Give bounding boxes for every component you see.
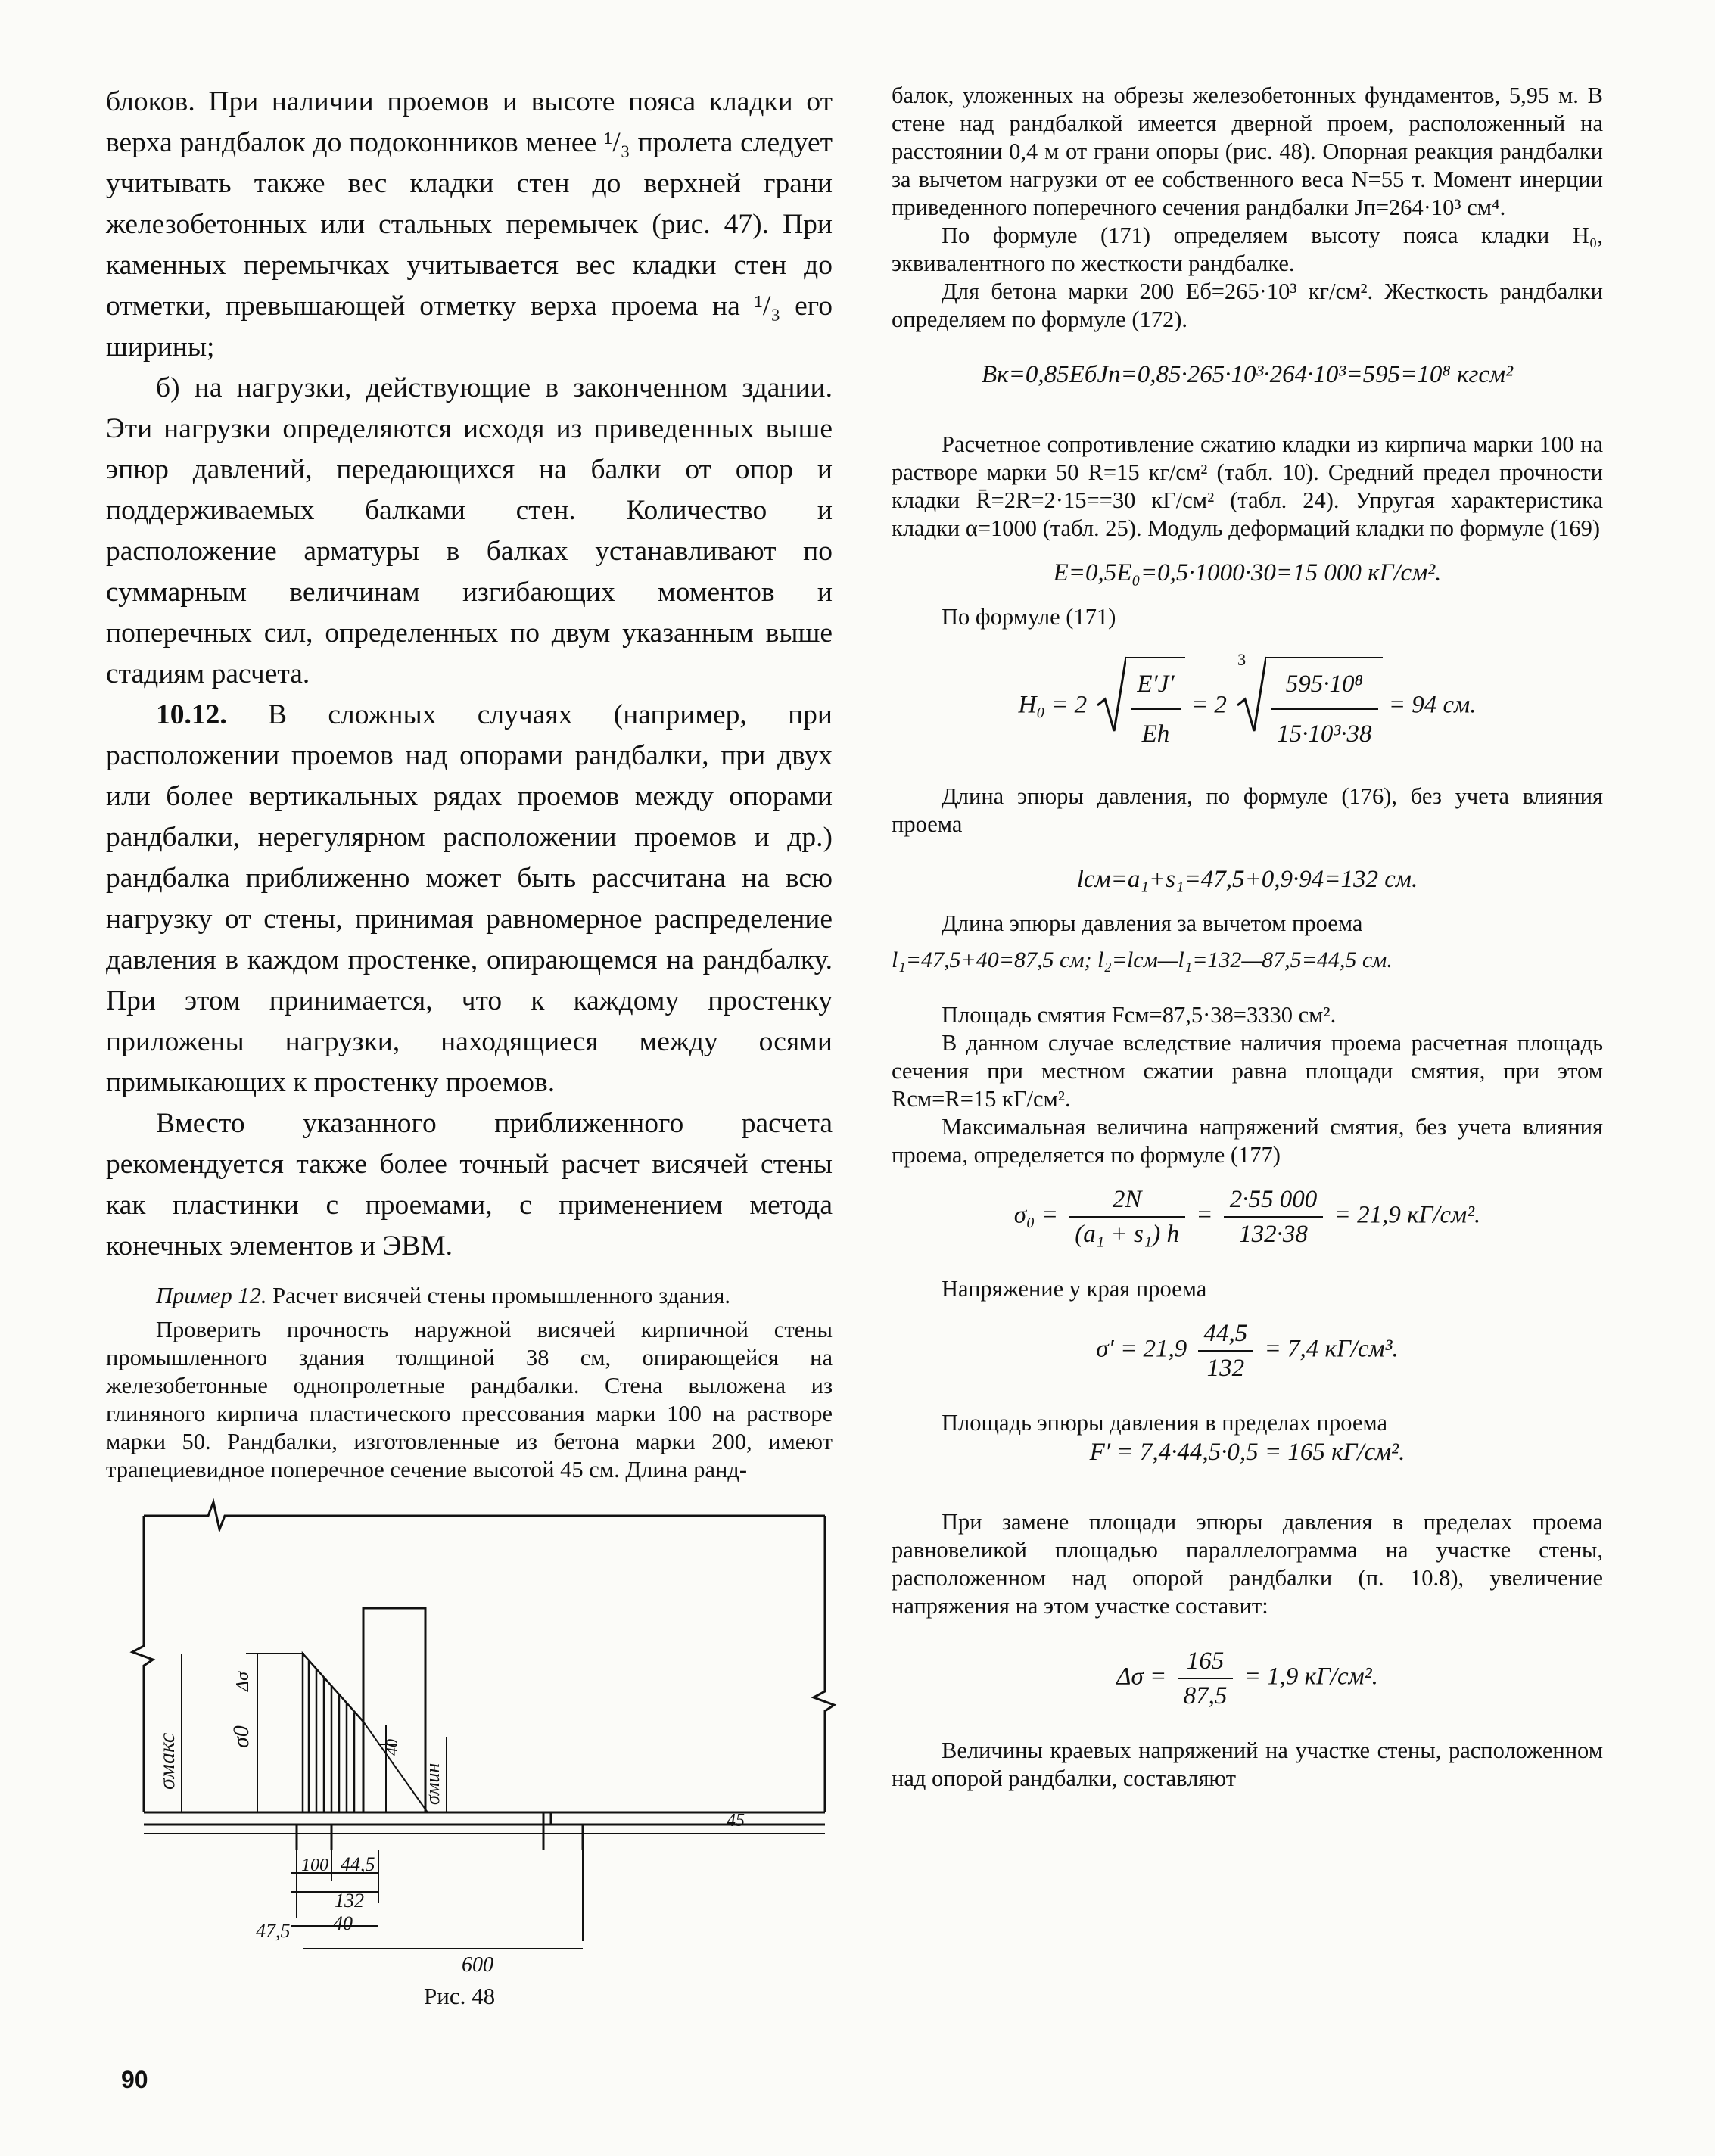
page-number: 90 [121, 2066, 148, 2093]
formula-part: = 7,4 кГ/см³. [1264, 1335, 1399, 1363]
label-sigma-min: σмин [422, 1762, 444, 1805]
door-opening [363, 1608, 425, 1812]
paragraph: балок, уложенных на обрезы железобетонных фундаментов, 5,95 м. В стене над рандбалкой имеется дверной проем, расположенный на расстоянии 0,4 м от грани опоры (рис. 48). Опорная реакция рандбалки за вычетом нагрузки от ее собственного веса N=55 т. Момент инерции приведенного поперечного сечения рандбалки Jп=264·10³ см⁴. [892, 82, 1603, 220]
section-number: 10.12. [156, 699, 227, 730]
frac-den: 132·38 [1239, 1221, 1308, 1248]
supports [297, 1825, 583, 1850]
paragraph: Площадь смятия Fсм=87,5·38=3330 см². [942, 1002, 1337, 1028]
formula-part: H₀ = 2 [1018, 691, 1088, 719]
frac-den: Eh [1141, 720, 1170, 748]
frac-num: 2·55 000 [1224, 1184, 1324, 1218]
formula-lcm: lсм=a₁+s₁=47,5+0,9·94=132 см. [1076, 866, 1418, 893]
formula-e: E=0,5E₀=0,5·1000·30=15 000 кГ/см². [1053, 559, 1442, 586]
label-delta-sigma: Δσ [233, 1672, 253, 1691]
paragraph: По формуле (171) определяем высоту пояса кладки H₀, эквивалентного по жесткости рандбалке. [892, 222, 1603, 276]
formula-bk: Bк=0,85EбJп=0,85·265·10³·264·10³=595=10⁸ кгсм² [982, 361, 1513, 388]
paragraph: В данном случае вследствие наличия проема расчетная площадь сечения при местном сжатии равна площади смятия, при этом Rсм=R=15 кГ/см². [892, 1030, 1603, 1112]
pressure-epure [303, 1654, 428, 1812]
frac-den: (a₁ + s₁) h [1075, 1221, 1180, 1248]
formula-part: σ′ = 21,9 [1096, 1335, 1187, 1363]
paragraph: Напряжение у края проема [942, 1276, 1207, 1302]
formula-l1-l2: l₁=47,5+40=87,5 см; l₂=lсм—l₁=132—87,5=44,5 см. [892, 947, 1393, 972]
paragraph: Длина эпюры давления за вычетом проема [942, 910, 1363, 936]
label-dim-100: 100 [301, 1856, 328, 1875]
formula-part: Δσ = [1116, 1663, 1167, 1691]
frac-num: 44,5 [1198, 1318, 1254, 1352]
paragraph: Длина эпюры давления, по формуле (176), без учета влияния проема [892, 783, 1603, 837]
left-column [106, 82, 833, 1484]
label-dim-40: 40 [382, 1739, 401, 1756]
sqrt-1 [1096, 657, 1184, 757]
paragraph: При замене площади эпюры давления в пределах проема равновеликой площадью параллелограмма на участке стены, расположенном над опорой рандбалки (п. 10.8), увеличение напряжения на этом участке составит: [892, 1509, 1603, 1619]
label-dim-44-5: 44,5 [341, 1853, 375, 1875]
formula-delta-sigma [892, 1646, 1603, 1711]
root-index: 3 [1237, 650, 1247, 669]
formula-part: = 1,9 кГ/см². [1243, 1663, 1378, 1691]
frac-den: 15·10³·38 [1277, 720, 1372, 748]
figure-48-diagram [129, 1495, 848, 1994]
frac-num: 2N [1069, 1184, 1185, 1218]
right-column [892, 82, 1603, 1793]
paragraph: Для бетона марки 200 Eб=265·10³ кг/см². Жесткость рандбалки определяем по формуле (172). [892, 278, 1603, 332]
formula-part: = 21,9 кГ/см². [1334, 1201, 1481, 1229]
paragraph: Максимальная величина напряжений смятия, без учета влияния проема, определяется по формуле (177) [892, 1114, 1603, 1168]
label-sigma-0: σ0 [229, 1725, 254, 1748]
frac-den: 87,5 [1183, 1682, 1228, 1710]
formula-sigma-prime [892, 1318, 1603, 1383]
formula-part: σ₀ = [1013, 1201, 1058, 1229]
label-dim-132: 132 [335, 1890, 364, 1912]
cbrt [1236, 650, 1382, 757]
paragraph [106, 695, 833, 1103]
beam-top [144, 1812, 825, 1825]
example-heading [106, 1282, 833, 1310]
paragraph: блоков. При наличии проемов и высоте пояса кладки от верха рандбалок до подоконников менее ¹/₃ пролета следует учитывать также вес кладки стен до верхней грани железобетонных или стальных перемычек (рис. 47). При каменных перемычках учитывается вес кладки стен до отметки, превышающей отметку верха проема на ¹/₃ его ширины; [106, 86, 833, 362]
frac-num: 595·10⁸ [1271, 661, 1377, 710]
label-dim-600: 600 [462, 1953, 493, 1977]
label-dim-40b: 40 [333, 1912, 353, 1934]
frac-num: 165 [1178, 1646, 1234, 1679]
label-dim-45: 45 [727, 1811, 745, 1831]
paragraph: Расчетное сопротивление сжатию кладки из кирпича марки 100 на растворе марки 50 R=15 кг/см² (табл. 10). Средний предел прочности кладки R̄=2R=2·15==30 кГ/см² (табл. 24). Упругая характеристика кладки α=1000 (табл. 25). Модуль деформаций кладки по формуле (169) [892, 431, 1603, 541]
paragraph: Проверить прочность наружной висячей кирпичной стены промышленного здания толщиной 38 см, опирающейся на железобетонные однопролетные рандбалки. Стена выложена из глиняного кирпича пластического прессования марки 100 на растворе марки 50. Рандбалки, изготовленные из бетона марки 200, имеют трапециевидное поперечное сечение высотой 45 см. Длина ранд- [106, 1317, 833, 1482]
formula-part: = 2 [1191, 691, 1227, 719]
paragraph: Площадь эпюры давления в пределах проема [942, 1410, 1388, 1436]
frac-den: 132 [1206, 1355, 1245, 1382]
paragraph: Вместо указанного приближенного расчета рекомендуется также более точный расчет висячей стены как пластинки с проемами, с применением метода конечных элементов и ЭВМ. [106, 1108, 833, 1262]
example-label: Пример 12. [156, 1283, 267, 1308]
example-title: Расчет висячей стены промышленного здания. [266, 1283, 731, 1308]
formula-h0 [892, 650, 1603, 757]
label-sigma-max: σмакс [154, 1732, 179, 1790]
paragraph: Величины краевых напряжений на участке стены, расположенном над опорой рандбалки, составляют [892, 1738, 1603, 1791]
wall-left-edge [132, 1516, 153, 1812]
frac-num: E′J′ [1131, 661, 1180, 710]
wall-right-edge [814, 1516, 834, 1812]
figure-caption: Рис. 48 [424, 1983, 496, 2009]
formula-sigma0: σ₀ = $\frac{2N}{\text{(a₁ + s₁) h}}$ = $\frac{2\cdot 55 000}{132\cdot 38}$ = 21,9 кГ/см². [1013, 1186, 1481, 1248]
paragraph-text: В сложных случаях (например, при расположении проемов над опорами рандбалки, при двух или более вертикальных рядах проемов между опорами рандбалки, нерегулярном расположении проемов и др.) рандбалка приближенно может быть рассчитана на всю нагрузку от стены, принимая равномерное распределение давления в каждом простенке, опирающемся на рандбалку. При этом принимается, что к каждому простенку приложены нагрузки, находящиеся между осями примыкающих к простенку проемов. [106, 699, 833, 1098]
wall-top-line [144, 1502, 825, 1529]
paragraph: б) на нагрузки, действующие в законченном здании. Эти нагрузки определяются исходя из приведенных выше эпюр давлений, передающихся на балки от опор и поддерживаемых балками стен. Количество и расположение арматуры в балках устанавливают по суммарным величинам изгибающих моментов и поперечных сил, определенных по двум указанным выше стадиям расчета. [106, 372, 833, 689]
formula-f-prime: F′ = 7,4·44,5·0,5 = 165 кГ/см². [1089, 1439, 1405, 1466]
formula-part: = 94 см. [1388, 691, 1477, 719]
paragraph: По формуле (171) [942, 604, 1116, 630]
label-dim-47-5: 47,5 [256, 1920, 291, 1942]
